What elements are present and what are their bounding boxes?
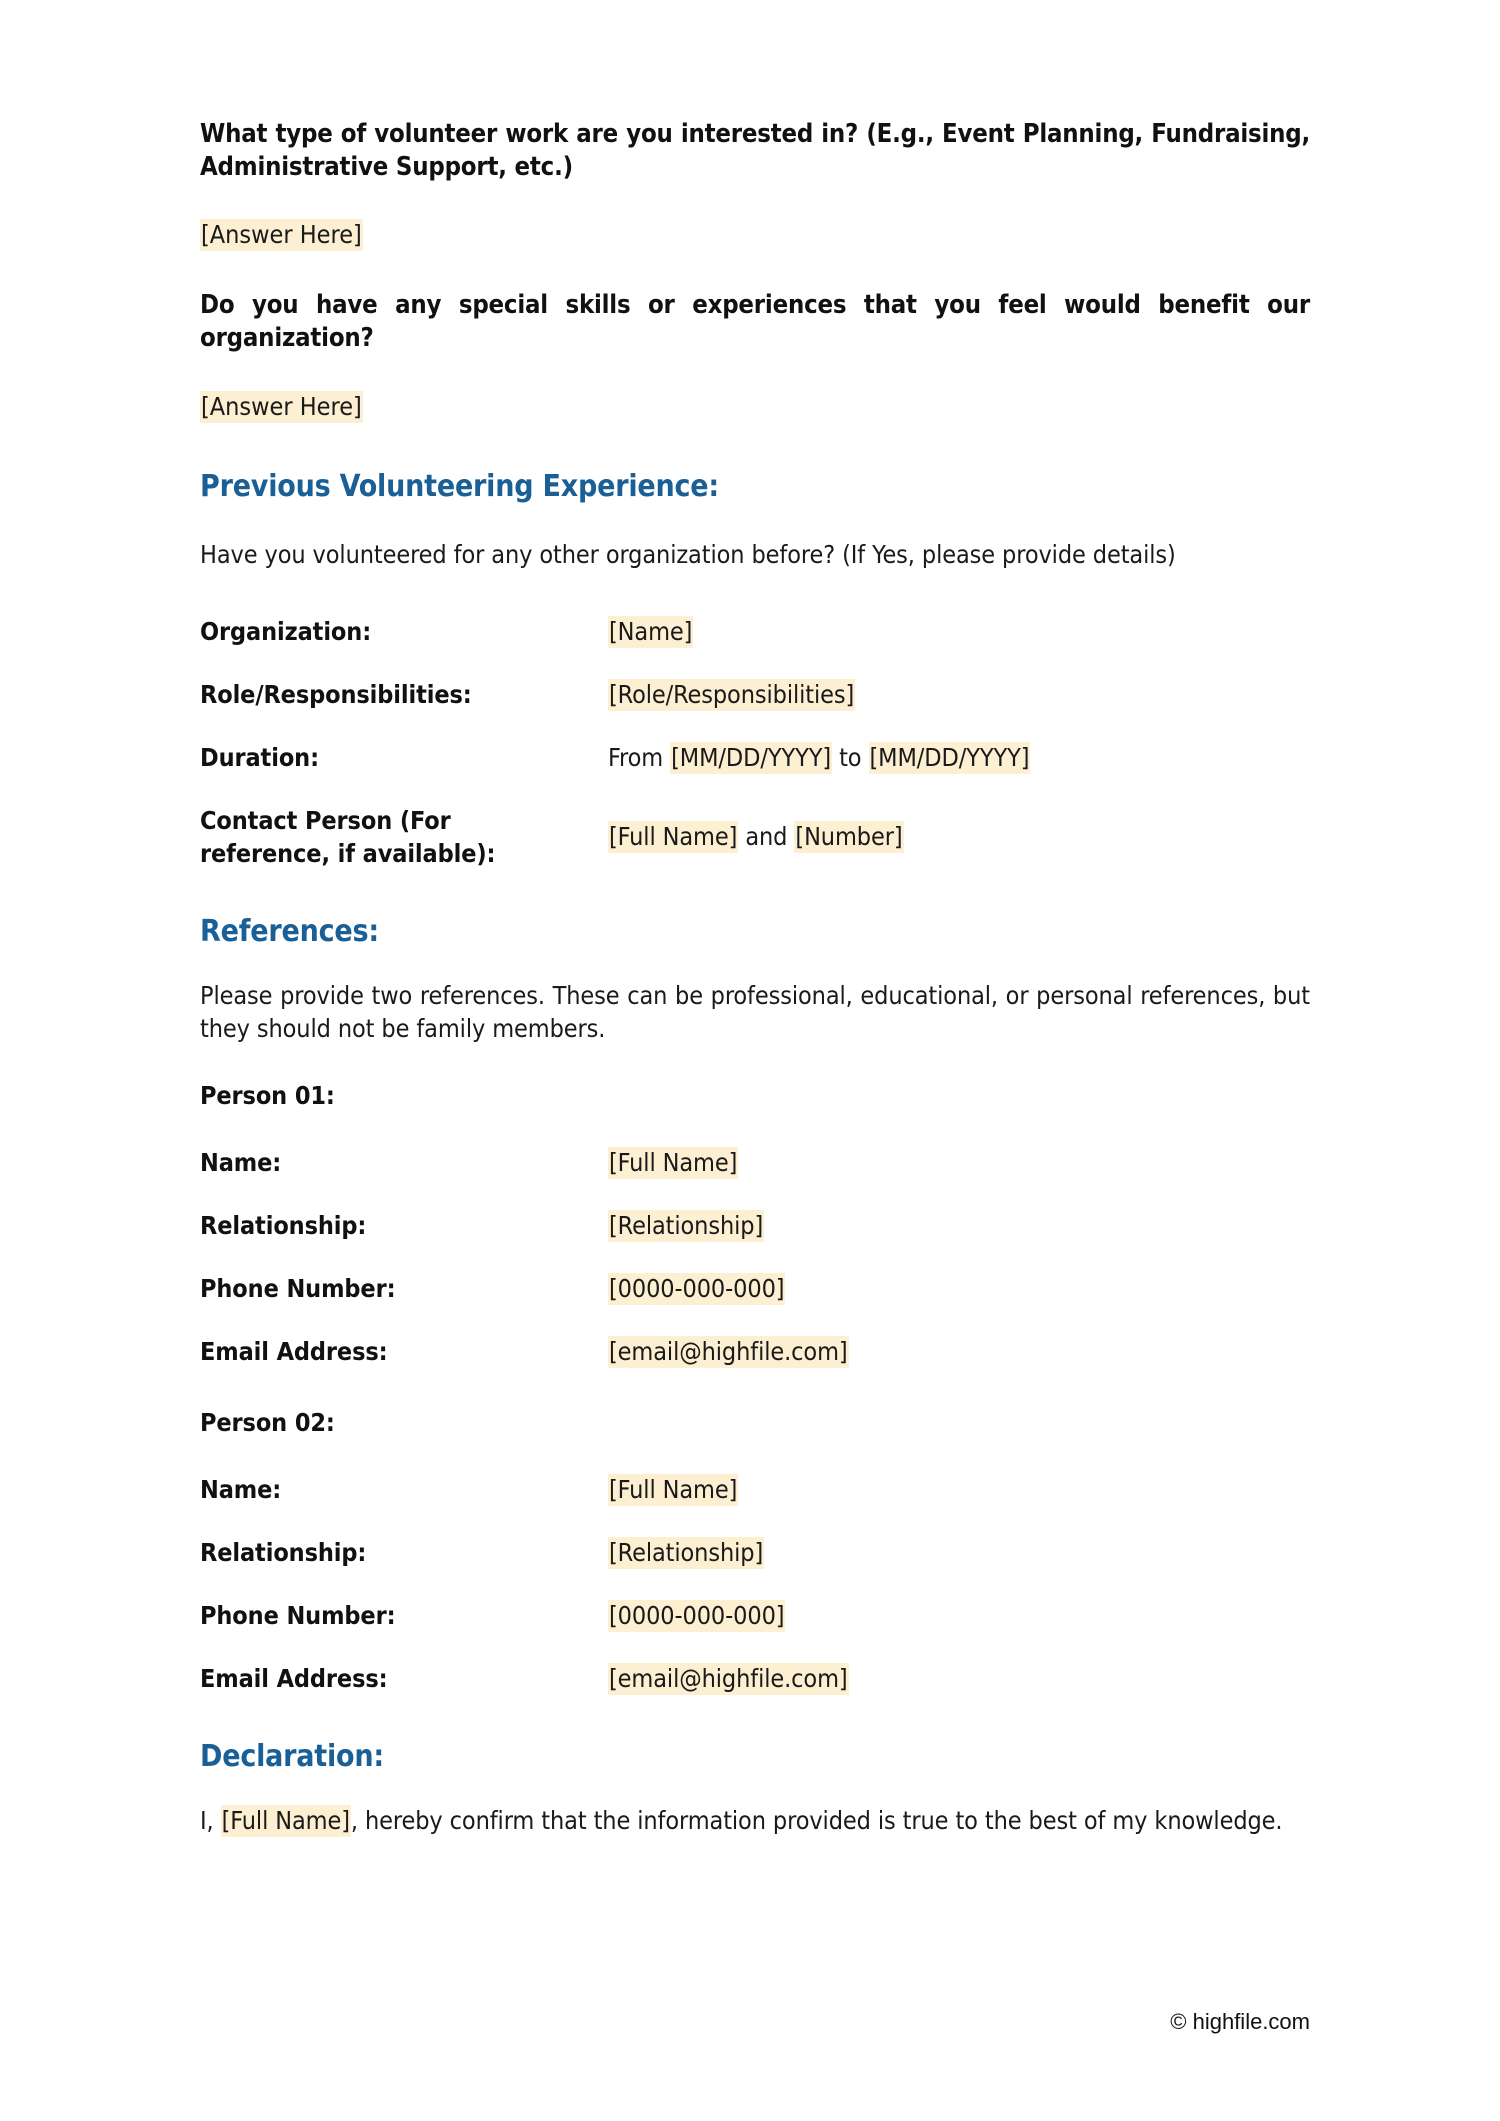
declaration-suffix: , hereby confirm that the information provided is true to the best of my knowledge. [350, 1805, 1283, 1835]
field-label [200, 804, 608, 870]
question-1-prompt: What type of volunteer work are you interested in? (E.g., Event Planning, Fundraising, Administrative Support, etc.) [200, 119, 1310, 183]
previous-experience-intro: Have you volunteered for any other organization before? (If Yes, please provide details) [200, 539, 1176, 569]
field-label: Name: [200, 1147, 282, 1177]
field-value[interactable] [608, 1272, 1310, 1305]
field-value-placeholder[interactable]: [Relationship] [609, 1210, 764, 1240]
field-value-placeholder[interactable]: [Full Name] [609, 1474, 738, 1504]
duration-prefix: From [608, 742, 671, 772]
field-value[interactable] [608, 1536, 1310, 1569]
field-label: Phone Number: [200, 1273, 396, 1303]
field-label-line1: Contact Person (For [200, 805, 451, 835]
field-value-placeholder[interactable]: [email@highfile.com] [609, 1663, 848, 1693]
field-row-person01-phone [200, 1272, 1310, 1305]
declaration-text [200, 1804, 1310, 1837]
field-value[interactable] [608, 1599, 1310, 1632]
field-row-person01-relationship [200, 1209, 1310, 1242]
field-row-role-responsibilities [200, 678, 1310, 711]
references-intro: Please provide two references. These can be professional, educational, or personal references, but they should not be family members. [200, 980, 1310, 1043]
field-value[interactable] [608, 741, 1310, 774]
field-label: Relationship: [200, 1210, 367, 1240]
field-row-person02-email [200, 1662, 1310, 1695]
field-value[interactable] [608, 1209, 1310, 1242]
field-label: Role/Responsibilities: [200, 679, 472, 709]
contact-middle: and [738, 822, 795, 852]
question-2-answer[interactable] [200, 392, 1310, 421]
field-value-placeholder[interactable]: [email@highfile.com] [609, 1336, 848, 1366]
field-value[interactable] [608, 1146, 1310, 1179]
field-value[interactable] [608, 678, 1310, 711]
declaration-name-placeholder[interactable]: [Full Name] [221, 1805, 350, 1835]
field-label: Email Address: [200, 1663, 388, 1693]
field-value-placeholder[interactable]: [Name] [609, 616, 693, 646]
person-01-title: Person 01: [200, 1080, 335, 1110]
contact-number-placeholder[interactable]: [Number] [795, 822, 903, 852]
field-value-placeholder[interactable]: [0000-000-000] [609, 1600, 785, 1630]
field-value[interactable] [608, 1473, 1310, 1506]
field-label: Phone Number: [200, 1600, 396, 1630]
field-row-person01-email [200, 1335, 1310, 1368]
field-value[interactable] [608, 1662, 1310, 1695]
field-row-person02-relationship [200, 1536, 1310, 1569]
footer [0, 2009, 1310, 2035]
field-row-person02-name [200, 1473, 1310, 1506]
field-value-placeholder[interactable]: [Relationship] [609, 1537, 764, 1567]
person-02-title: Person 02: [200, 1407, 335, 1437]
field-label: Organization: [200, 616, 372, 646]
field-value[interactable] [608, 615, 1310, 648]
field-row-duration [200, 741, 1310, 774]
field-value[interactable] [608, 1335, 1310, 1368]
question-2-prompt: Do you have any special skills or experiences that you feel would benefit our organization? [200, 290, 1310, 354]
field-value-placeholder[interactable]: [0000-000-000] [609, 1273, 785, 1303]
question-1-answer[interactable] [200, 220, 1310, 249]
field-label: Name: [200, 1474, 282, 1504]
field-label: Relationship: [200, 1537, 367, 1567]
field-label-line2: reference, if available): [200, 838, 496, 868]
section-heading-references: References: [200, 913, 379, 949]
duration-end-placeholder[interactable]: [MM/DD/YYYY] [869, 742, 1030, 772]
contact-name-placeholder[interactable]: [Full Name] [609, 822, 738, 852]
field-value[interactable] [608, 820, 1310, 853]
answer-placeholder[interactable]: [Answer Here] [201, 220, 362, 250]
field-row-organization [200, 615, 1310, 648]
section-heading-declaration: Declaration: [200, 1738, 385, 1774]
field-value-placeholder[interactable]: [Full Name] [609, 1147, 738, 1177]
field-row-person01-name [200, 1146, 1310, 1179]
duration-start-placeholder[interactable]: [MM/DD/YYYY] [671, 742, 832, 772]
footer-copyright: © highfile.com [1170, 2009, 1310, 2034]
field-value-placeholder[interactable]: [Role/Responsibilities] [609, 679, 855, 709]
field-row-person02-phone [200, 1599, 1310, 1632]
field-label: Email Address: [200, 1336, 388, 1366]
section-heading-previous-experience: Previous Volunteering Experience: [200, 468, 720, 504]
declaration-prefix: I, [200, 1805, 221, 1835]
field-row-contact-person [200, 804, 1310, 870]
duration-middle: to [832, 742, 869, 772]
field-label: Duration: [200, 742, 319, 772]
document-body [200, 118, 1310, 1837]
answer-placeholder[interactable]: [Answer Here] [201, 391, 362, 421]
